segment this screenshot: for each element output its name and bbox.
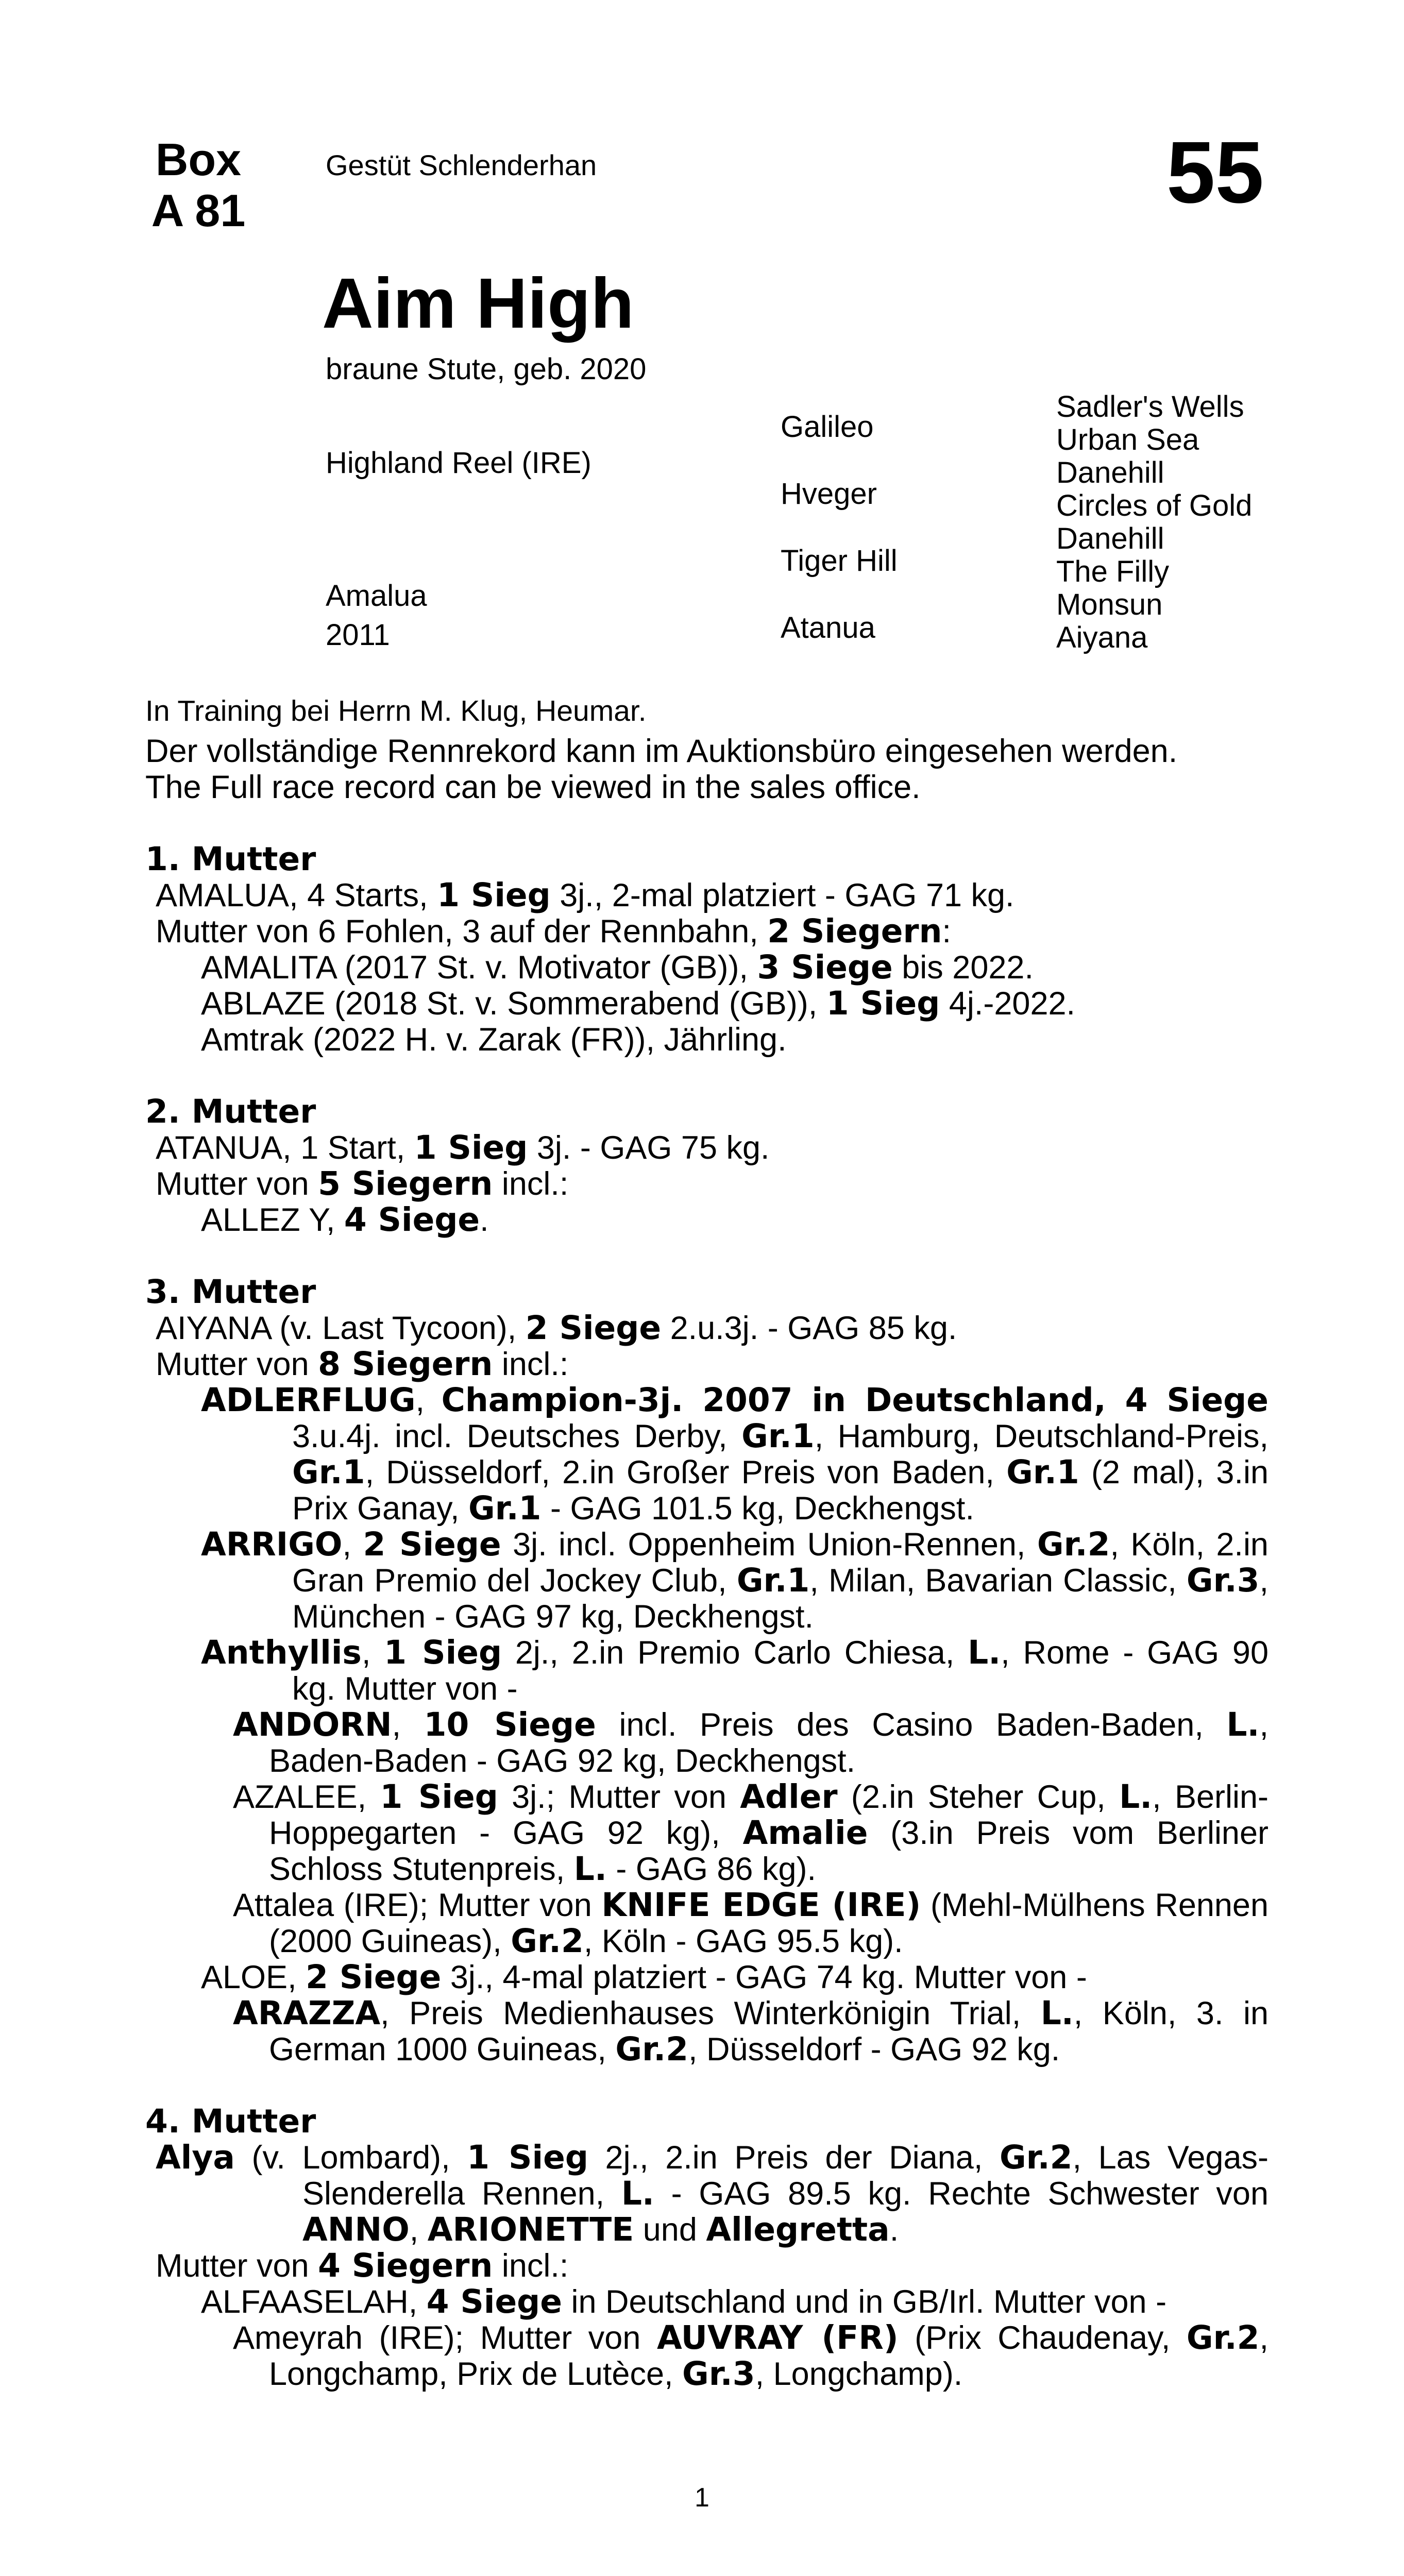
third-dam-foal-adlerflug: ADLERFLUG, Champion-3j. 2007 in Deutschland, 4 Siege 3.u.4j. incl. Deutsches Derby, Gr.1, Hamburg, Deutschland-Preis, Gr.1, Düsseldorf, 2.in Großer Preis von Baden, Gr.1 (2 mal), 3.in Prix Ganay, Gr.1 - GAG 101.5 kg, Deckhengst. [201, 1381, 1268, 1527]
pedigree-gen3-1: Sadler's Wells [1056, 390, 1244, 423]
third-dam-produce: Mutter von 8 Siegern incl.: [156, 1345, 569, 1383]
pedigree-gen2-3: Tiger Hill [781, 544, 898, 578]
third-dam-heading: 3. Mutter [145, 1273, 316, 1311]
pedigree-gen3-3: Danehill [1056, 456, 1164, 489]
third-dam-foal-aloe: ALOE, 2 Siege 3j., 4-mal platziert - GAG 74 kg. Mutter von - [201, 1958, 1087, 1996]
first-dam-line: AMALUA, 4 Starts, 1 Sieg 3j., 2-mal platziert - GAG 71 kg. [156, 876, 1014, 914]
first-dam-foal: ABLAZE (2018 St. v. Sommerabend (GB)), 1 Sieg 4j.-2022. [201, 985, 1076, 1022]
third-dam-foal-anthyllis: Anthyllis, 1 Sieg 2j., 2.in Premio Carlo Chiesa, L., Rome - GAG 90 kg. Mutter von - [201, 1634, 1268, 1707]
pedigree-gen2-1: Galileo [781, 410, 874, 444]
pedigree-gen3-2: Urban Sea [1056, 423, 1199, 456]
pedigree-gen3-5: Danehill [1056, 522, 1164, 555]
pedigree-gen3-6: The Filly [1056, 555, 1170, 588]
horse-name: Aim High [322, 264, 634, 343]
first-dam-foal: AMALITA (2017 St. v. Motivator (GB)), 3 Siege bis 2022. [201, 948, 1034, 986]
pedigree-gen2-2: Hveger [781, 477, 877, 511]
fourth-dam-produce: Mutter von 4 Siegern incl.: [156, 2247, 569, 2284]
box-label [147, 134, 250, 236]
fourth-dam-line: Alya (v. Lombard), 1 Sieg 2j., 2.in Preis der Diana, Gr.2, Las Vegas-Slenderella Rennen, L. - GAG 89.5 kg. Rechte Schwester von ANNO, ARIONETTE und Allegretta. [156, 2139, 1268, 2248]
second-dam-produce: Mutter von 5 Siegern incl.: [156, 1165, 569, 1202]
training-note: In Training bei Herrn M. Klug, Heumar. [145, 694, 647, 727]
pedigree-gen2-4: Atanua [781, 611, 875, 645]
lot-number: 55 [1166, 124, 1264, 222]
first-dam-heading: 1. Mutter [145, 840, 316, 878]
third-dam-foal-arrigo: ARRIGO, 2 Siege 3j. incl. Oppenheim Union-Rennen, Gr.2, Köln, 2.in Gran Premio del Jockey Club, Gr.1, Milan, Bavarian Classic, Gr.3, München - GAG 97 kg, Deckhengst. [201, 1526, 1268, 1635]
record-note-en: The Full race record can be viewed in the sales office. [145, 769, 921, 805]
page-number: 1 [695, 2483, 709, 2513]
fourth-gen-ameyrah: Ameyrah (IRE); Mutter von AUVRAY (FR) (Prix Chaudenay, Gr.2, Longchamp, Prix de Lutèce, Gr.3, Longchamp). [233, 2319, 1268, 2393]
box-label-text: Box [155, 134, 242, 185]
pedigree-dam-year: 2011 [326, 618, 390, 652]
pedigree-gen3 [1056, 391, 1252, 654]
third-dam-line: AIYANA (v. Last Tycoon), 2 Siege 2.u.3j. - GAG 85 kg. [156, 1309, 957, 1347]
pedigree-dam: Amalua [326, 579, 427, 613]
second-dam-foal: ALLEZ Y, 4 Siege. [201, 1201, 489, 1239]
fourth-gen-arazza: ARAZZA, Preis Medienhauses Winterkönigin Trial, L., Köln, 3. in German 1000 Guineas, Gr.2, Düsseldorf - GAG 92 kg. [233, 1994, 1269, 2068]
second-dam-line: ATANUA, 1 Start, 1 Sieg 3j. - GAG 75 kg. [156, 1129, 770, 1166]
fourth-dam-foal-alfaaselah: ALFAASELAH, 4 Siege in Deutschland und in GB/Irl. Mutter von - [201, 2283, 1167, 2320]
fourth-gen-attalea: Attalea (IRE); Mutter von KNIFE EDGE (IRE) (Mehl-Mülhens Rennen (2000 Guineas), Gr.2, Köln - GAG 95.5 kg). [233, 1886, 1269, 1960]
pedigree-gen3-8: Aiyana [1056, 621, 1148, 654]
pedigree-gen3-4: Circles of Gold [1056, 489, 1253, 522]
second-dam-heading: 2. Mutter [145, 1093, 316, 1130]
first-dam-foal: Amtrak (2022 H. v. Zarak (FR)), Jährling. [201, 1022, 787, 1058]
first-dam-produce: Mutter von 6 Fohlen, 3 auf der Rennbahn, 2 Siegern: [156, 912, 951, 950]
fourth-dam-heading: 4. Mutter [145, 2103, 316, 2140]
catalogue-body [145, 693, 1268, 2392]
box-number: A 81 [151, 185, 246, 236]
record-note-de: Der vollständige Rennrekord kann im Auktionsbüro eingesehen werden. [145, 733, 1178, 769]
fourth-gen-andorn: ANDORN, 10 Siege incl. Preis des Casino Baden-Baden, L., Baden-Baden - GAG 92 kg, Deckhengst. [233, 1706, 1268, 1779]
horse-description: braune Stute, geb. 2020 [326, 352, 647, 386]
pedigree-sire: Highland Reel (IRE) [326, 446, 591, 480]
stud-name: Gestüt Schlenderhan [326, 149, 597, 181]
fourth-gen-azalee: AZALEE, 1 Sieg 3j.; Mutter von Adler (2.in Steher Cup, L., Berlin-Hoppegarten - GAG 92 kg), Amalie (3.in Preis vom Berliner Schloss Stutenpreis, L. - GAG 86 kg). [233, 1778, 1269, 1888]
pedigree-gen3-7: Monsun [1056, 588, 1163, 621]
